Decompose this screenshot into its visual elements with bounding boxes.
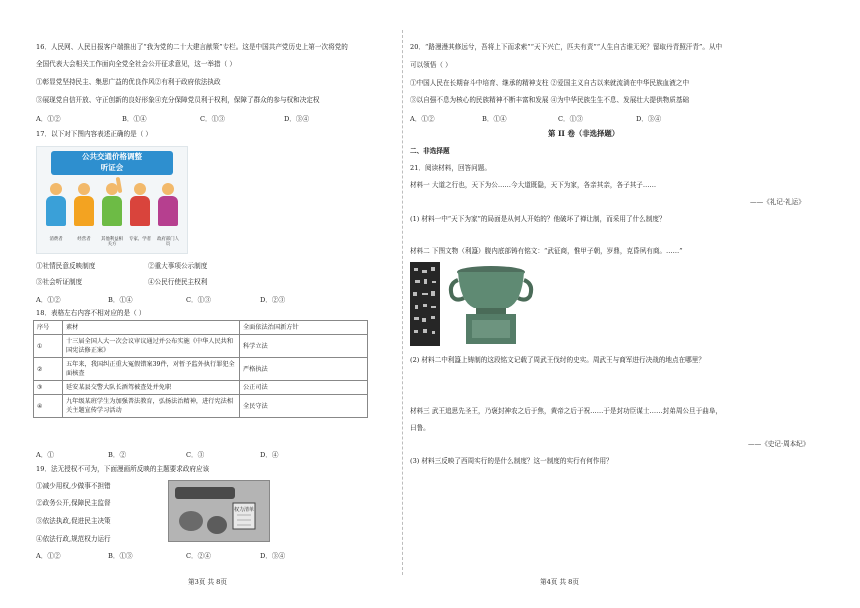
table-header-row — [34, 321, 368, 335]
q20-option-b[interactable]: B．①④ — [482, 115, 507, 123]
header-material: 素材 — [63, 321, 240, 335]
government-figure — [157, 183, 179, 231]
material-2: 材料二 下图文物（利簋）腹内底部铸有铭文：“武征商，惟甲子朝，岁鼎，克昏夙有商。……” — [410, 247, 683, 255]
q16-option-a[interactable]: A．①② — [36, 115, 61, 123]
stakeholder-figure — [101, 183, 123, 231]
vessel-drawing — [446, 262, 536, 348]
expert-figure — [129, 183, 151, 231]
label-government: 政府部门人员 — [157, 237, 179, 247]
row-no: ④ — [34, 395, 63, 418]
question-2: (2) 材料二中利簋上铸制的这段铭文记载了周武王伐纣的史实。周武王与商军进行决战的地点在哪里？ — [410, 356, 705, 364]
table-row — [34, 335, 368, 358]
table-row — [34, 381, 368, 395]
q18-option-b[interactable]: B．② — [108, 451, 127, 459]
q18-option-a[interactable]: A．① — [36, 451, 54, 459]
q17-option-a[interactable]: A．①② — [36, 296, 61, 304]
q17-option-d[interactable]: D．②③ — [260, 296, 286, 304]
cartoon-label: 权力清单 — [233, 507, 255, 513]
label-expert: 专家、学者 — [129, 237, 151, 242]
q16-stem-line1: 16．人民网、人民日报客户端推出了“我为党的二十大建言献策”专栏。这是中国共产党历史上第一次将党的 — [36, 43, 348, 51]
q17-option-b[interactable]: B．①④ — [108, 296, 133, 304]
q17-statement-4: ④公民行使民主权利 — [148, 278, 208, 286]
banner-line2: 听证会 — [100, 163, 124, 172]
q16-option-b[interactable]: B．①④ — [122, 115, 147, 123]
q16-stem-line2: 全国代表大会相关工作面向全党全社会公开征求意见，这一举措（ ） — [36, 60, 236, 68]
q17-option-c[interactable]: C．①③ — [186, 296, 211, 304]
q18-option-d[interactable]: D．④ — [260, 451, 279, 459]
row-policy: 全民守法 — [240, 395, 368, 418]
q18-table — [33, 320, 368, 418]
q20-option-c[interactable]: C．①③ — [558, 115, 583, 123]
material-1-source: ——《礼记·礼运》 — [750, 198, 805, 206]
q16-option-c[interactable]: C．①③ — [200, 115, 225, 123]
q19-option-c[interactable]: C．②④ — [186, 552, 211, 560]
q20-statements-12: ①中国人民在长期奋斗中培育、继承的精神支柱 ②爱国主义自古以来就流淌在中华民族血液之中 — [410, 79, 690, 87]
row-material: 十三届全国人大一次会议审议通过并公布实施《中华人民共和国宪法修正案》 — [63, 335, 240, 358]
q19-item-2: ②政务公开,保障民主监督 — [36, 499, 111, 507]
table-row — [34, 395, 368, 418]
row-no: ① — [34, 335, 63, 358]
material-3-source: ——《史记·周本纪》 — [748, 440, 810, 448]
q19-option-d[interactable]: D．③④ — [260, 552, 286, 560]
rubbing-drawing — [410, 262, 440, 346]
row-material: 九年级某班学生为加强普法教育，弘扬法治精神，进行宪法相关主题宣传学习活动 — [63, 395, 240, 418]
table-row — [34, 358, 368, 381]
q20-statements-34: ③以自强不息为核心的民族精神不断丰富和发展 ④为中华民族生生不息、发展壮大提供物质基础 — [410, 96, 690, 104]
row-no: ② — [34, 358, 63, 381]
power-list-cartoon — [168, 480, 270, 542]
material-3-line2: 曰鲁。 — [410, 424, 430, 432]
q17-statement-2: ②重大事项公示制度 — [148, 262, 208, 270]
row-policy: 公正司法 — [240, 381, 368, 395]
operator-figure — [73, 183, 95, 231]
question-3: (3) 材料三反映了西周实行的是什么制度？这一制度的实行有何作用？ — [410, 457, 613, 465]
q19-stem: 19．法无授权不可为，下面漫画所反映的主题要求政府应该 — [36, 465, 210, 473]
q20-option-a[interactable]: A．①② — [410, 115, 435, 123]
q16-statements-12: ①彰显党坚持民主、集思广益的优良作风②有利于政府依法执政 — [36, 78, 221, 86]
question-1: (1) 材料一中“天下为家”的局面是从何人开始的？他破坏了禅让制，而采用了什么制度？ — [410, 215, 666, 223]
label-stakeholder: 其他利益相关方 — [101, 237, 123, 247]
hearing-banner — [51, 151, 173, 175]
section-subtitle: 二、非选择题 — [410, 147, 450, 155]
row-material: 五年来，我国纠正重大冤假错案39件，对暂予监外执行罪犯全面核查 — [63, 358, 240, 381]
q17-statement-3: ③社会听证制度 — [36, 278, 83, 286]
page-number-right: 第4页 共 8页 — [540, 578, 579, 586]
row-material: 延安某县交警大队长酒驾被查处并免职 — [63, 381, 240, 395]
material-1: 材料一 大道之行也，天下为公……今大道既隐，天下为家，各亲其亲，各子其子…… — [410, 181, 657, 189]
section-title: 第 II 卷（非选择题） — [548, 129, 620, 138]
page-divider — [402, 30, 403, 575]
right-page — [410, 0, 860, 608]
cartoon-drawing — [169, 481, 269, 541]
row-policy: 科学立法 — [240, 335, 368, 358]
ligui-bronze-vessel — [446, 262, 536, 348]
row-no: ③ — [34, 381, 63, 395]
label-consumer: 消费者 — [49, 237, 63, 242]
page-number-left: 第3页 共 8页 — [188, 578, 227, 586]
header-policy: 全面依法治国新方针 — [240, 321, 368, 335]
q19-item-1: ①减少用权,少做事不担错 — [36, 482, 111, 490]
q17-stem: 17．以下对下图内容表述正确的是（ ） — [36, 130, 152, 138]
q19-option-b[interactable]: B．①③ — [108, 552, 133, 560]
consumer-figure — [45, 183, 67, 231]
q21-stem: 21．阅读材料，回答问题。 — [410, 164, 491, 172]
q20-stem-line2: 可以领悟（ ） — [410, 61, 452, 69]
label-operator: 经营者 — [77, 237, 91, 242]
q18-stem: 18．表格左右内容不相对应的是（ ） — [36, 309, 146, 317]
row-policy: 严格执法 — [240, 358, 368, 381]
q17-statement-1: ①社情民意反映制度 — [36, 262, 96, 270]
q20-option-d[interactable]: D．③④ — [636, 115, 662, 123]
inscription-rubbing — [410, 262, 440, 346]
q19-item-3: ③依法执政,促进民主决策 — [36, 517, 111, 525]
q16-option-d[interactable]: D．③④ — [284, 115, 310, 123]
header-no: 序号 — [34, 321, 63, 335]
q19-item-4: ④依法行政,规范权力运行 — [36, 535, 111, 543]
material-3-line1: 材料三 武王追思先圣王，乃褒封神农之后于焦，黄帝之后于祝……于是封功臣谋士……封弟周公旦于曲阜， — [410, 407, 723, 415]
hearing-illustration — [36, 146, 188, 254]
q18-option-c[interactable]: C．③ — [186, 451, 205, 459]
q16-statements-34: ③展现党自信开放、守正创新的良好形象④充分保障党员利于权利，保障了群众的参与权和决定权 — [36, 96, 320, 104]
q20-stem-line1: 20．“路漫漫其修远兮，吾将上下而求索”“天下兴亡，匹夫有责”“人生自古谁无死？留取丹青照汗青”。从中 — [410, 43, 723, 51]
banner-line1: 公共交通价格调整 — [82, 152, 142, 161]
q19-option-a[interactable]: A．①② — [36, 552, 61, 560]
